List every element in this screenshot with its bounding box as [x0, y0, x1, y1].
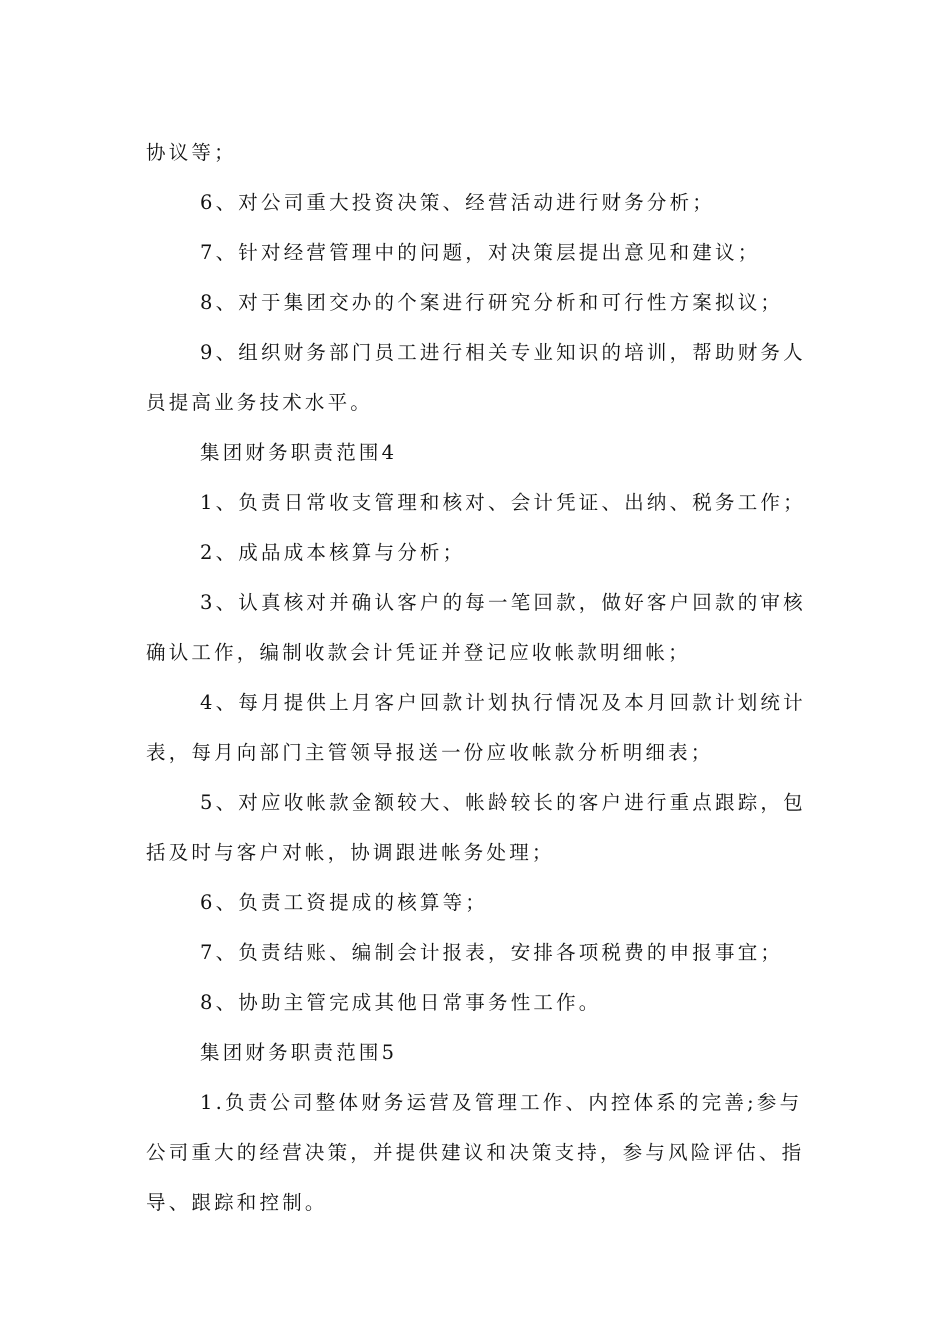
- list-item: 9、组织财务部门员工进行相关专业知识的培训，帮助财务人员提高业务技术水平。: [146, 341, 806, 414]
- section-heading: 集团财务职责范围5: [200, 1041, 398, 1064]
- list-item: 8、协助主管完成其他日常事务性工作。: [200, 991, 602, 1014]
- list-item: 6、负责工资提成的核算等；: [200, 891, 489, 914]
- document-body: [146, 128, 810, 1228]
- list-item: 2、成品成本核算与分析；: [200, 541, 466, 564]
- list-item: 3、认真核对并确认客户的每一笔回款，做好客户回款的审核确认工作，编制收款会计凭证并登记应收帐款明细帐；: [146, 591, 806, 664]
- list-item: 7、负责结账、编制会计报表，安排各项税费的申报事宜；: [200, 941, 784, 964]
- list-item: 6、对公司重大投资决策、经营活动进行财务分析；: [200, 191, 716, 214]
- list-item: 5、对应收帐款金额较大、帐龄较长的客户进行重点跟踪，包括及时与客户对帐，协调跟进帐务处理；: [146, 791, 806, 864]
- list-item: 4、每月提供上月客户回款计划执行情况及本月回款计划统计表，每月向部门主管领导报送一份应收帐款分析明细表；: [146, 691, 806, 764]
- list-item: 7、针对经营管理中的问题，对决策层提出意见和建议；: [200, 241, 761, 264]
- list-item: 1、负责日常收支管理和核对、会计凭证、出纳、税务工作；: [200, 491, 806, 514]
- section-heading: 集团财务职责范围4: [200, 441, 398, 464]
- paragraph-continuation: 协议等；: [146, 141, 237, 164]
- list-item: 1.负责公司整体财务运营及管理工作、内控体系的完善;参与公司重大的经营决策，并提供建议和决策支持，参与风险评估、指导、跟踪和控制。: [146, 1091, 805, 1214]
- list-item: 8、对于集团交办的个案进行研究分析和可行性方案拟议；: [200, 291, 784, 314]
